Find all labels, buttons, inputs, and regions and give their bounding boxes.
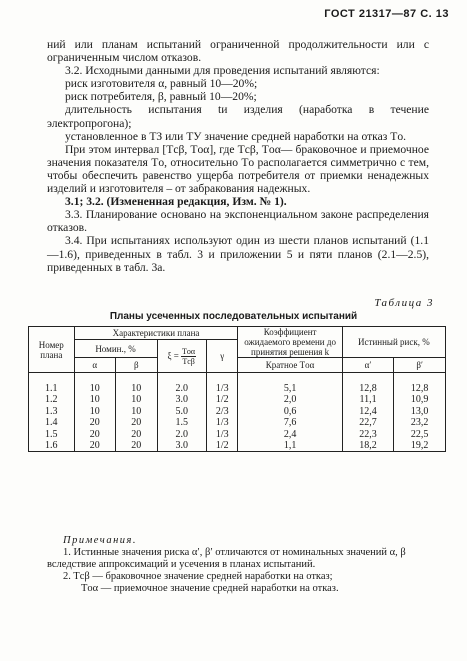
- paragraph: риск потребителя, β, равный 10—20%;: [65, 90, 257, 104]
- paragraph: 3.4. При испытаниях используют один из шести планов испытаний (1.1—1.6), приведенных в табл. 3 и приложении 5 и пяти планов (2.1—2.5), приведенных в табл. 3а.: [47, 234, 429, 274]
- paragraph: 3.2. Исходными данными для проведения испытаний являются:: [65, 64, 380, 78]
- col-multiple-header: Кратное Tоα: [238, 358, 342, 373]
- col-char-header: Характеристики плана: [74, 327, 238, 340]
- col-gamma-header: γ: [207, 340, 238, 373]
- table-row: 1.5 20 20 2.0 1/3 2,4 22,3 22,5: [29, 429, 446, 440]
- table-row: 1.6 20 20 3.0 1/2 1,1 18,2 19,2: [29, 440, 446, 452]
- col-xi-header: ξ = $\frac{\text{Tоα}}{\text{Tсβ}}$: [157, 340, 207, 373]
- paragraph: длительность испытания tи изделия (наработка в течение электропрогона);: [47, 103, 429, 130]
- notes-title: Примечания.: [63, 535, 138, 546]
- paragraph: риск изготовителя α, равный 10—20%;: [65, 77, 258, 91]
- amendment-note: 3.1; 3.2. (Измененная редакция, Изм. № 1).: [65, 195, 287, 209]
- page-header: ГОСТ 21317—87 С. 13: [324, 8, 449, 20]
- body-text: [47, 38, 429, 274]
- col-plan-header: Номер плана: [29, 327, 75, 373]
- table-row: 1.3 10 10 5.0 2/3 0,6 12,4 13,0: [29, 406, 446, 417]
- col-beta-header: β: [116, 358, 157, 373]
- note-item: 1. Истинные значения риска α′, β′ отличаются от номинальных значений α, β вследствие аппроксимаций и усечения в планах испытаний.: [47, 547, 406, 570]
- col-true-risk-header: Истинный риск, %: [342, 327, 445, 358]
- table-title: Планы усеченных последовательных испытаний: [109, 311, 358, 322]
- plans-table: [28, 326, 446, 452]
- col-alpha-true-header: α′: [342, 358, 394, 373]
- col-nomin-header: Номин., %: [74, 340, 157, 358]
- xi-fraction: $\frac{\text{Tоα}}{\text{Tсβ}}$: [182, 346, 196, 366]
- paragraph: установленное в ТЗ или ТУ значение средней наработки на отказ Tо.: [65, 129, 407, 143]
- paragraph: При этом интервал [Tсβ, Tоα], где Tсβ, Tоα— браковочное и приемочное значения показателя Tо, относительно Tо располагается симметрично с тем, чтобы обеспечить равенство ущерба потребителя от приемки ненадежных изделий и изготовителя – от забракования надежных.: [47, 142, 429, 196]
- col-beta-true-header: β′: [394, 358, 446, 373]
- table-caption: Таблица 3: [374, 297, 434, 309]
- paragraph: ний или планам испытаний ограниченной продолжительности или с ограниченным числом отказов.: [47, 38, 429, 65]
- table-row: 1.1 10 10 2.0 1/3 5,1 12,8 12,8: [29, 383, 446, 394]
- note-item: Tоα — приемочное значение средней наработки на отказ.: [81, 583, 339, 594]
- col-alpha-header: α: [74, 358, 115, 373]
- note-item: 2. Tсβ — браковочное значение средней наработки на отказ;: [63, 571, 333, 582]
- table-row: 1.4 20 20 1.5 1/3 7,6 22,7 23,2: [29, 417, 446, 428]
- table-notes: [47, 535, 447, 595]
- col-coef-header: Коэффициент ожидаемого времени до принятия решения k: [238, 327, 342, 358]
- table-row: 1.2 10 10 3.0 1/2 2,0 11,1 10,9: [29, 394, 446, 405]
- paragraph: 3.3. Планирование основано на экспоненциальном законе распределения отказов.: [47, 208, 429, 235]
